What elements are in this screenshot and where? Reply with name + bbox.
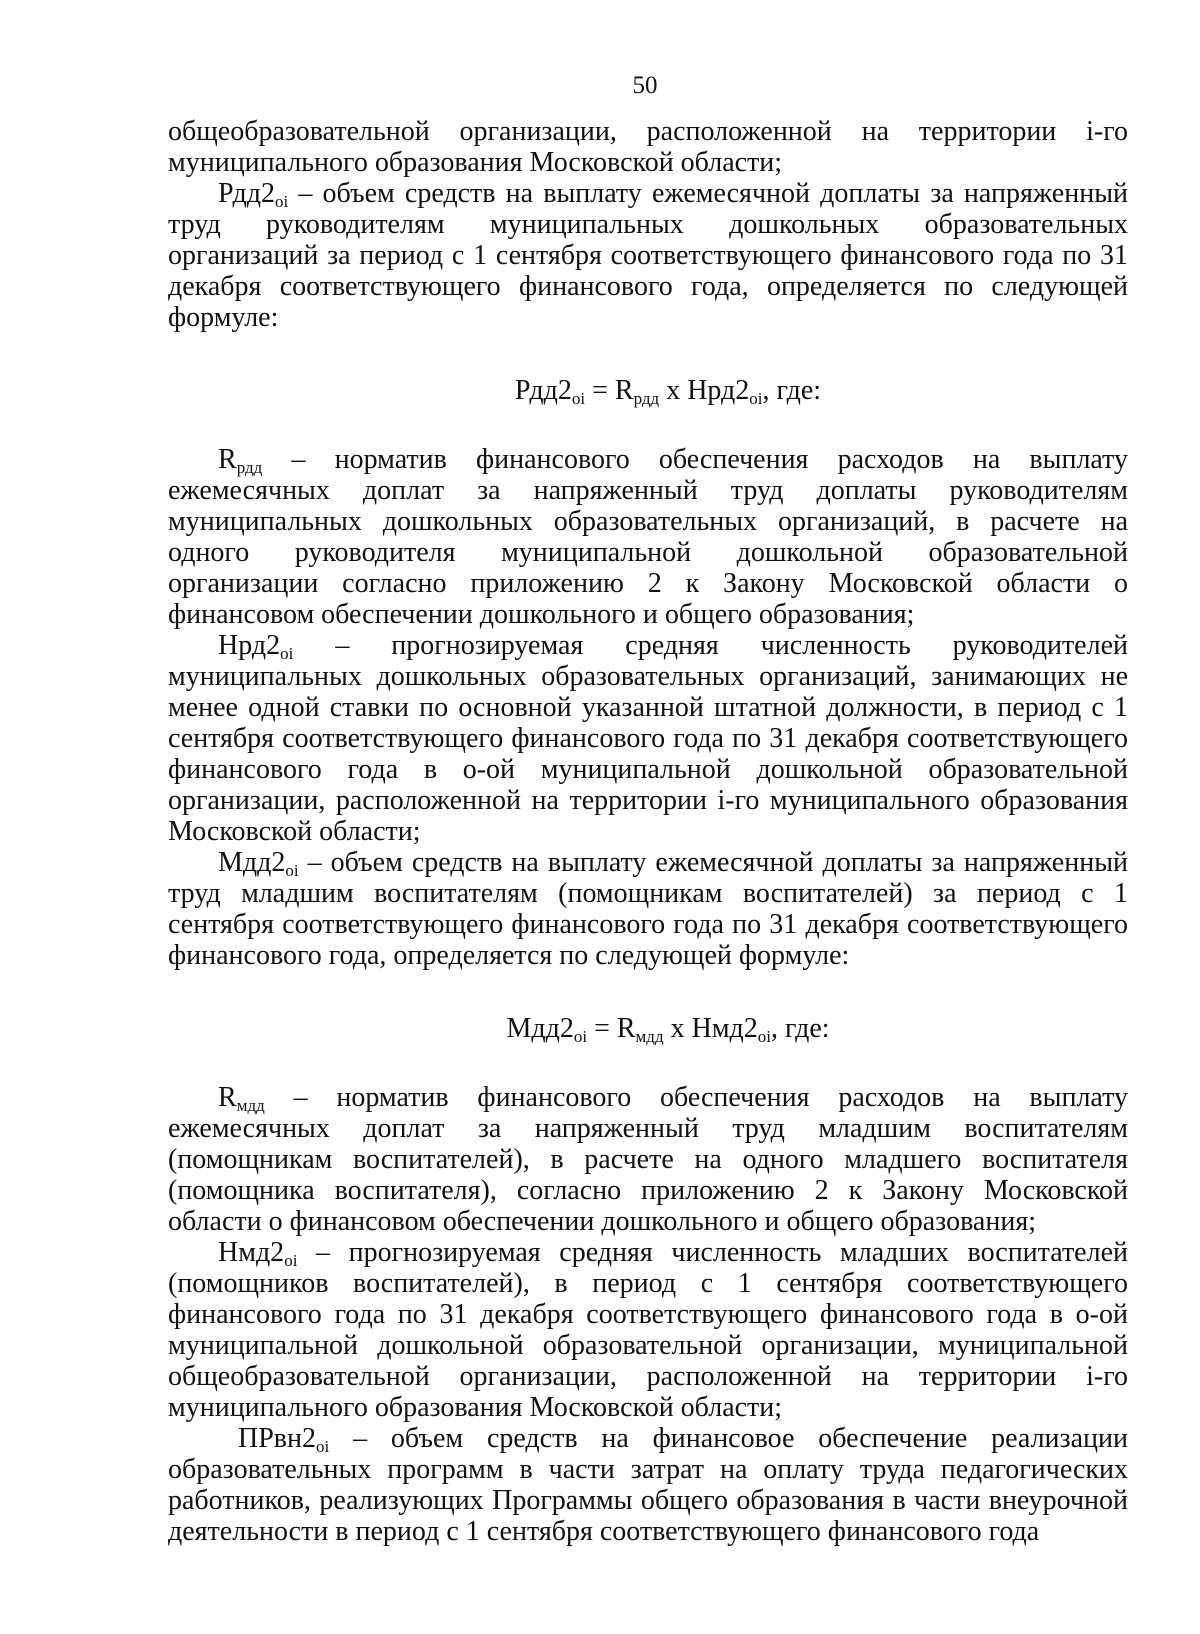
subscript-oi: oi [280, 644, 294, 663]
definition-text: – прогнозируемая средняя численность младших воспитателей (помощников воспитателей), в период с 1 сентября соответствующего финансового года по 31 декабря соответствующего финансового года в о-ой муниципальной дошкольной образовательной организации, муниципальной общеобразовательной организации, расположенной на территории i-го муниципального образования Московской области; [168, 1237, 1128, 1423]
formula-subscript: oi [573, 1027, 588, 1046]
page-number: 50 [632, 72, 658, 99]
formula-subscript: oi [749, 389, 763, 408]
formula-term: , где: [762, 375, 822, 406]
formula-subscript: oi [571, 389, 586, 408]
paragraph-mdd2-definition [168, 847, 1128, 971]
subscript-oi: oi [284, 1251, 298, 1270]
paragraph-nmd2-definition [168, 1237, 1128, 1423]
subscript-oi: oi [316, 1437, 330, 1456]
definition-text: – объем средств на выплату ежемесячной доплаты за напряженный труд руководителям муниципальных дошкольных образовательных организаций за период с 1 сентября соответствующего финансового года по 31 декабря соответствующего финансового года, определяется по следующей формуле: [168, 178, 1128, 333]
subscript-oi: oi [275, 192, 289, 211]
document-body [168, 116, 1128, 1547]
formula-mdd2 [168, 1013, 1128, 1044]
formula-term: = R [585, 375, 634, 406]
formula-term: , где: [771, 1013, 830, 1044]
formula-term: Мдд2 [506, 1013, 574, 1044]
definition-text: – норматив финансового обеспечения расходов на выплату ежемесячных доплат за напряженный труд младшим воспитателям (помощникам воспитателей), в расчете на одного младшего воспитателя (помощника воспитателя), согласно приложению 2 к Закону Московской области о финансовом обеспечении дошкольного и общего образования; [168, 1082, 1128, 1237]
formula-term: х Нрд2 [659, 375, 750, 406]
paragraph-rrdd-definition [168, 444, 1128, 630]
formula-subscript: рдд [633, 389, 660, 408]
symbol-prvn2: ПРвн2 [238, 1423, 316, 1454]
formula-rdd2 [168, 375, 1128, 406]
definition-text: – прогнозируемая средняя численность руководителей муниципальных дошкольных образовательных организаций, занимающих не менее одной ставки по основной указанной штатной должности, в период с 1 сентября соответствующего финансового года по 31 декабря соответствующего финансового года в о-ой муниципальной дошкольной образовательной организации, расположенной на территории i-го муниципального образования Московской области; [168, 630, 1128, 847]
formula-subscript: oi [757, 1027, 772, 1046]
symbol-r: R [218, 1082, 237, 1113]
formula-term: = R [587, 1013, 636, 1044]
paragraph-rdd2-definition [168, 178, 1128, 333]
formula-term: Рдд2 [514, 375, 572, 406]
symbol-rdd2: Рдд2 [218, 178, 275, 209]
symbol-r: R [218, 444, 237, 475]
definition-text: – объем средств на выплату ежемесячной доплаты за напряженный труд младшим воспитателям (помощникам воспитателей) за период с 1 сентября соответствующего финансового года по 31 декабря соответствующего финансового года, определяется по следующей формуле: [168, 847, 1128, 971]
formula-term: х Нмд2 [663, 1013, 758, 1044]
subscript-mdd: мдд [236, 1096, 265, 1115]
definition-text: – объем средств на финансовое обеспечение реализации образовательных программ в части затрат на оплату труда педагогических работников, реализующих Программы общего образования в части внеурочной деятельности в период с 1 сентября соответствующего финансового года [168, 1423, 1128, 1547]
subscript-oi: oi [285, 861, 299, 880]
paragraph-nrd2-definition [168, 630, 1128, 847]
paragraph-rmdd-definition [168, 1082, 1128, 1237]
definition-text: – норматив финансового обеспечения расходов на выплату ежемесячных доплат за напряженный труд доплаты руководителям муниципальных дошкольных образовательных организаций, в расчете на одного руководителя муниципальной дошкольной образовательной организации согласно приложению 2 к Закону Московской области о финансовом обеспечении дошкольного и общего образования; [168, 444, 1128, 630]
paragraph-prvn2-definition [168, 1423, 1128, 1547]
subscript-rdd: рдд [236, 458, 263, 477]
symbol-nmd2: Нмд2 [218, 1237, 285, 1268]
formula-subscript: мдд [635, 1027, 664, 1046]
paragraph-continuation: общеобразовательной организации, расположенной на территории i-го муниципального образования Московской области; [168, 116, 1128, 178]
symbol-nrd2: Нрд2 [218, 630, 281, 661]
symbol-mdd2: Мдд2 [218, 847, 286, 878]
